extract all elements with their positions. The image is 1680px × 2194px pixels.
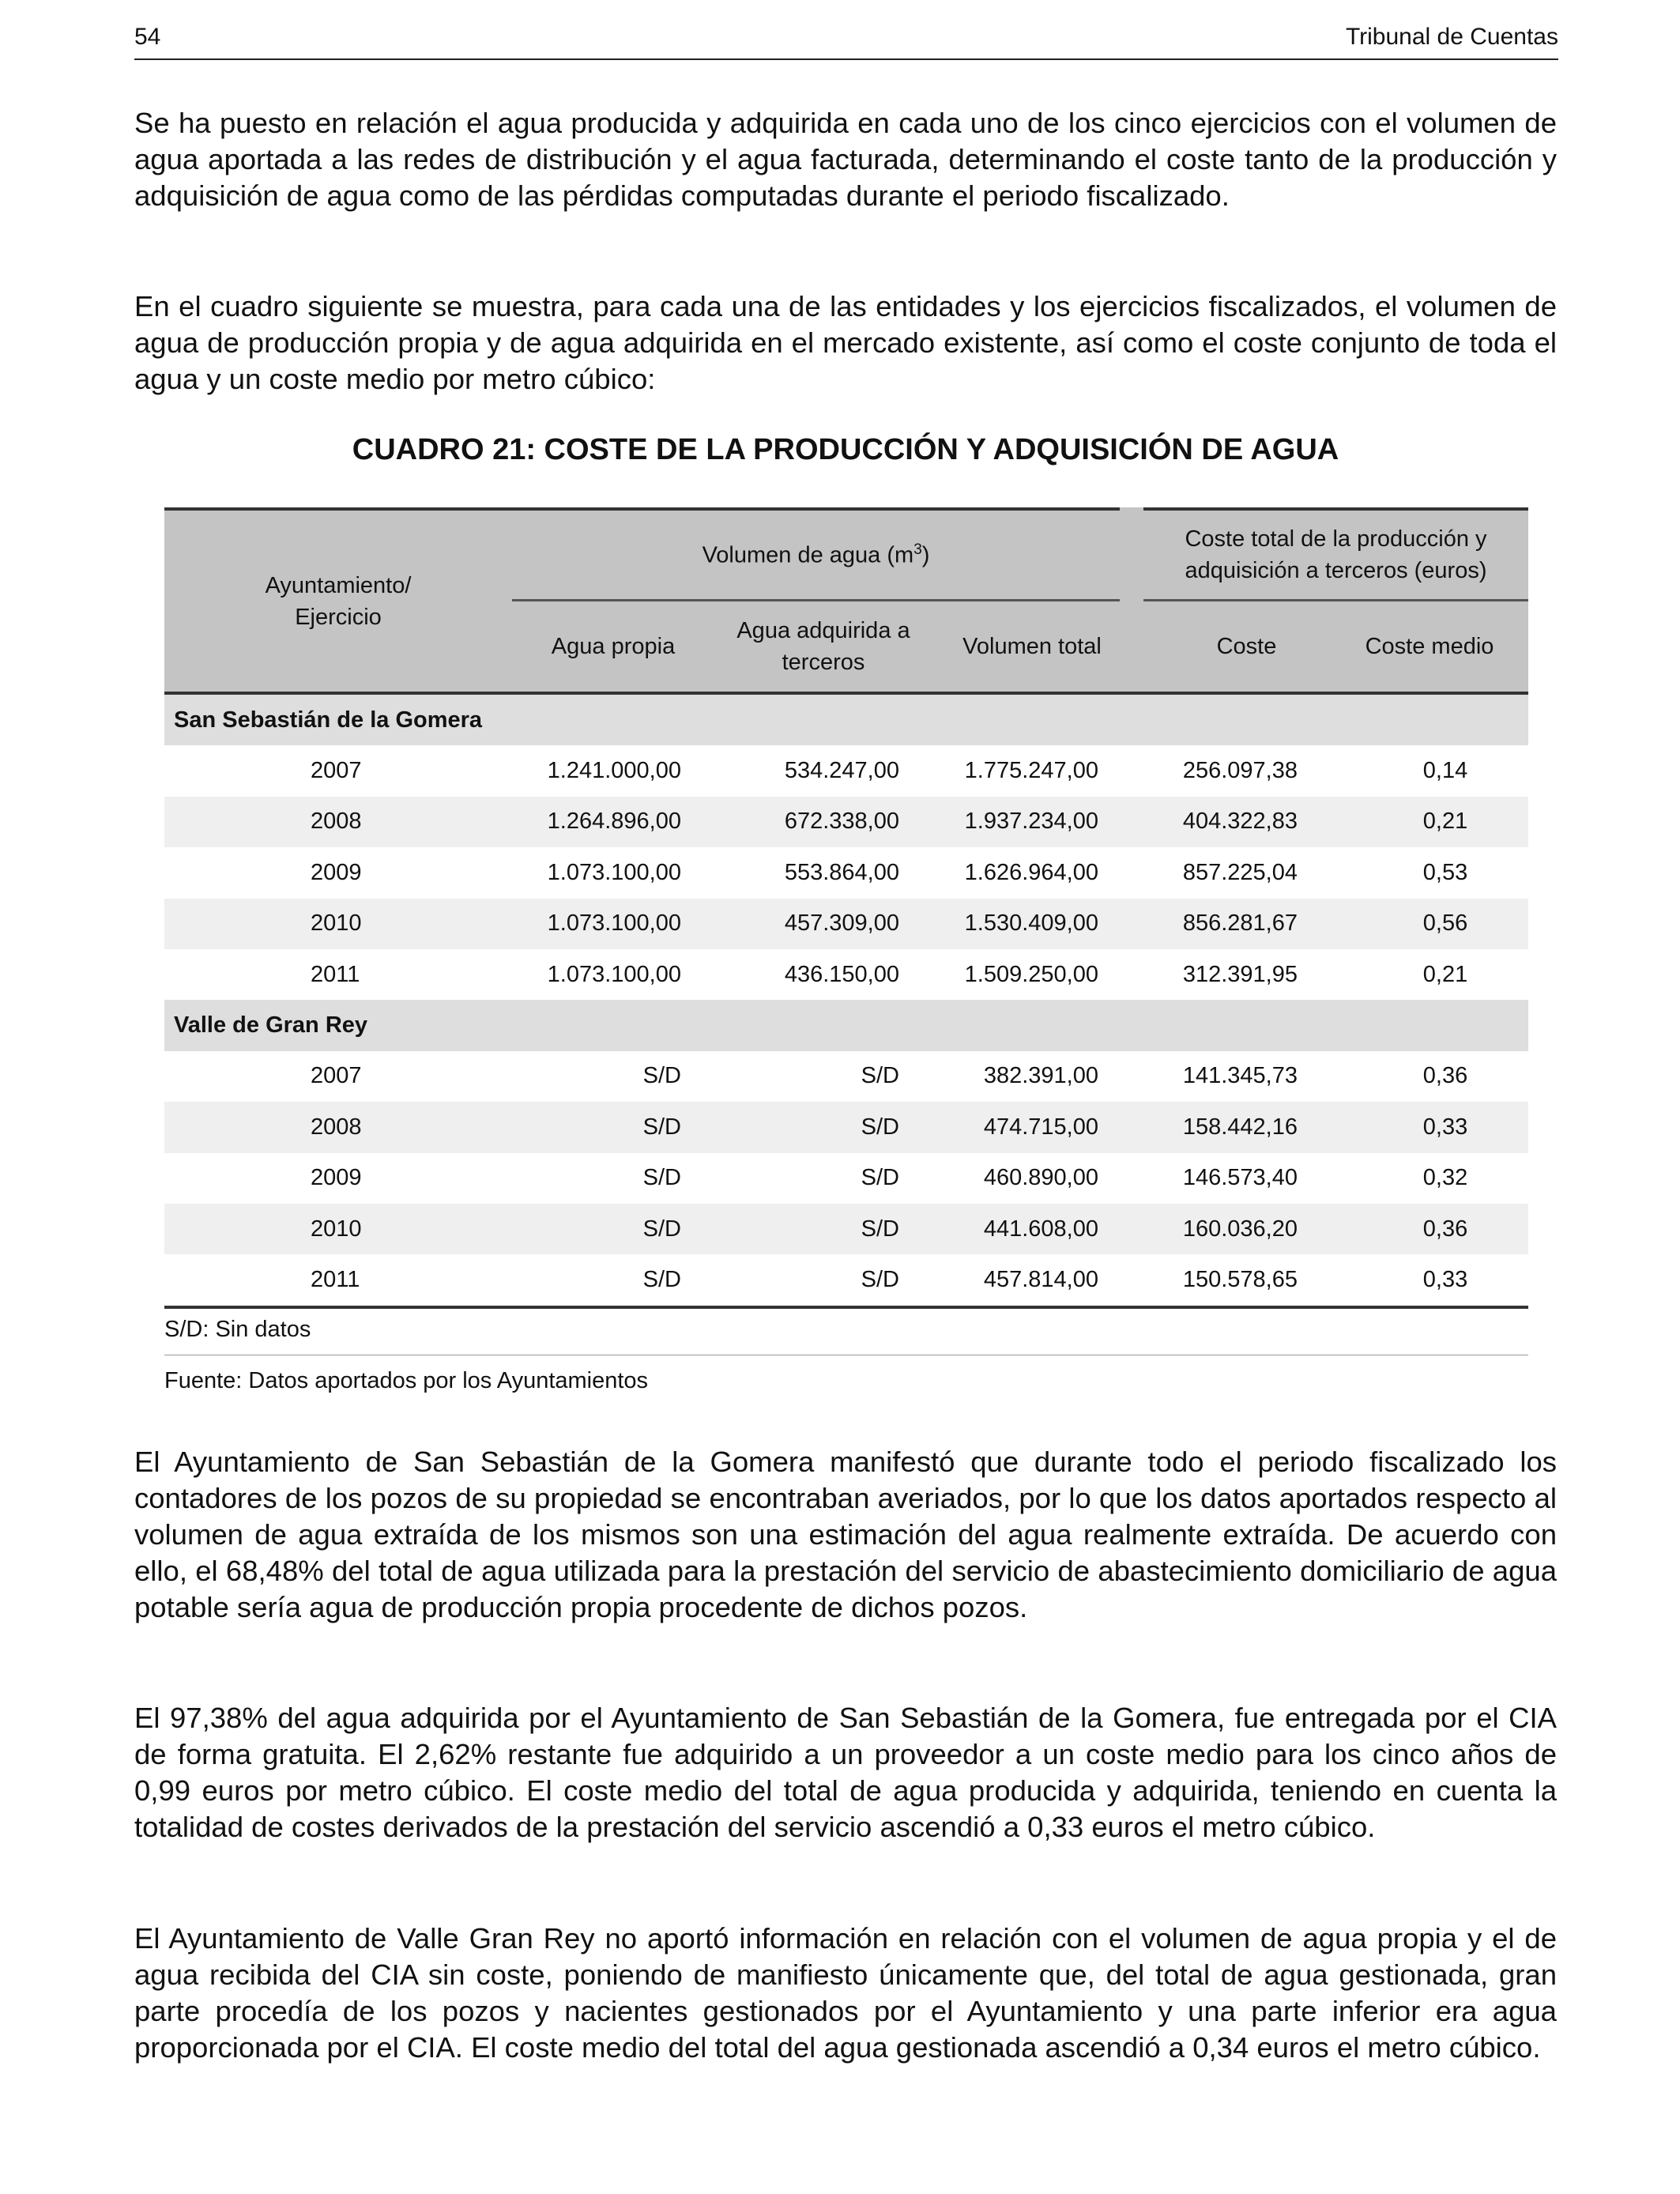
cell-agua-adquirida: S/D: [714, 1102, 932, 1152]
table-row: [164, 847, 1528, 898]
table-body: [164, 693, 1528, 1307]
cell-coste: 312.391,95: [1182, 961, 1298, 987]
cell-volumen-total: 474.715,00: [932, 1102, 1132, 1152]
header-agua-propia: Agua propia: [512, 601, 714, 694]
header-coste-medio: Coste medio: [1331, 601, 1528, 694]
paragraph-cia: El 97,38% del agua adquirida por el Ayuntamiento de San Sebastián de la Gomera, fue entregada por el CIA de forma gratuita. El 2,62% restante fue adquirido a un proveedor a un coste medio para los cinco años de 0,99 euros por metro cúbico. El coste medio del total de agua producida y adquirida, teniendo en cuenta la totalidad de costes derivados de la prestación del servicio ascendió a 0,33 euros el metro cúbico.: [134, 1702, 1557, 1843]
paragraph-valle-gran-rey: El Ayuntamiento de Valle Gran Rey no aportó información en relación con el volumen de agua propia y el de agua recibida del CIA sin coste, poniendo de manifiesto únicamente que, del total de agua gestionada, gran parte procedía de los pozos y nacientes gestionados por el Ayuntamiento y una parte inferior era agua proporcionada por el CIA. El coste medio del total del agua gestionada ascendió a 0,34 euros el metro cúbico.: [134, 1922, 1557, 2064]
header-agua-adquirida: Agua adquirida a terceros: [714, 601, 932, 694]
header-ayuntamiento: Ayuntamiento/ Ejercicio: [164, 509, 512, 693]
cell-agua-propia: S/D: [512, 1204, 714, 1254]
cell-year: 2010: [164, 899, 512, 949]
cell-coste: 856.281,67: [1132, 899, 1331, 949]
cell-volumen-total: 1.530.409,00: [932, 899, 1132, 949]
header-volumen-total: Volumen total: [932, 601, 1132, 694]
header-volumen: Volumen de agua $(m^3)$: [512, 509, 1132, 601]
cell-year: 2011: [164, 1254, 512, 1306]
cell-agua-adquirida: S/D: [714, 1204, 932, 1254]
cell-year: 2009: [311, 1165, 362, 1191]
table-title: CUADRO 21: COSTE DE LA PRODUCCIÓN Y ADQUISICIÓN DE AGUA: [352, 433, 1339, 466]
cell-agua-adquirida: 457.309,00: [714, 899, 932, 949]
cell-year: 2011: [311, 961, 360, 987]
cell-coste: 146.573,40: [1182, 1165, 1298, 1191]
paragraph-intro: Se ha puesto en relación el agua producida y adquirida en cada uno de los cinco ejercicios con el volumen de agua aportada a las redes de distribución y el agua facturada, determinando el coste tanto de la producción y adquisición de agua como de las pérdidas computadas durante el periodo fiscalizado.: [134, 107, 1557, 212]
cell-volumen-total: 441.608,00: [932, 1204, 1132, 1254]
cell-coste-medio: 0,33: [1331, 1254, 1528, 1306]
cell-agua-adquirida: S/D: [714, 1254, 932, 1306]
cell-coste-medio: 0,36: [1422, 1063, 1468, 1089]
table-row: [164, 1051, 1528, 1102]
cell-volumen-total: 1.509.250,00: [964, 961, 1098, 987]
group-name: Valle de Gran Rey: [164, 1000, 1528, 1050]
cell-agua-propia: 1.073.100,00: [547, 961, 681, 987]
cell-year: 2008: [164, 1102, 512, 1152]
cell-agua-propia: S/D: [512, 1102, 714, 1152]
cell-year: 2008: [164, 797, 512, 847]
cell-volumen-total: 1.775.247,00: [964, 758, 1098, 784]
cell-coste-medio: 0,21: [1331, 797, 1528, 847]
cell-coste: 150.578,65: [1132, 1254, 1331, 1306]
cell-volumen-total: 460.890,00: [983, 1165, 1098, 1191]
cell-agua-propia: S/D: [642, 1165, 681, 1191]
cell-coste-medio: 0,53: [1422, 859, 1468, 885]
cell-volumen-total: 457.814,00: [932, 1254, 1132, 1306]
cell-year: 2007: [311, 1063, 362, 1089]
paragraph-table-intro: En el cuadro siguiente se muestra, para cada una de las entidades y los ejercicios fiscalizados, el volumen de agua de producción propia y de agua adquirida en el mercado existente, así como el coste conjunto de toda el agua y un coste medio por metro cúbico:: [134, 290, 1557, 395]
table-row: [164, 1254, 1528, 1306]
cell-agua-adquirida: 436.150,00: [784, 961, 899, 987]
page-header: [134, 24, 1558, 60]
cell-coste: 141.345,73: [1182, 1063, 1298, 1089]
table-row: [164, 949, 1528, 1000]
table-row: [164, 899, 1528, 949]
group-row: [164, 693, 1528, 745]
group-row: [164, 1000, 1528, 1050]
cell-coste-medio: 0,36: [1331, 1204, 1528, 1254]
header-coste: Coste: [1132, 601, 1331, 694]
cell-volumen-total: 382.391,00: [983, 1063, 1098, 1089]
cost-table: [164, 507, 1528, 1309]
header-coste-total: Coste total de la producción y adquisición a terceros (euros): [1132, 509, 1528, 601]
cell-agua-propia: S/D: [642, 1063, 681, 1089]
cell-coste-medio: 0,56: [1331, 899, 1528, 949]
cell-agua-propia: 1.264.896,00: [512, 797, 714, 847]
table-row: [164, 1153, 1528, 1204]
cell-coste: 857.225,04: [1182, 859, 1298, 885]
cell-coste-medio: 0,33: [1331, 1102, 1528, 1152]
cell-coste: 158.442,16: [1132, 1102, 1331, 1152]
cell-agua-adquirida: S/D: [861, 1063, 899, 1089]
cell-coste-medio: 0,21: [1422, 961, 1468, 987]
table-row: [164, 797, 1528, 847]
cell-agua-adquirida: 672.338,00: [714, 797, 932, 847]
cell-agua-adquirida: 553.864,00: [784, 859, 899, 885]
table-row: [164, 745, 1528, 796]
cell-coste: 256.097,38: [1182, 758, 1298, 784]
cell-volumen-total: 1.937.234,00: [932, 797, 1132, 847]
group-name: San Sebastián de la Gomera: [164, 693, 1528, 745]
table-row: [164, 1102, 1528, 1152]
cell-coste: 160.036,20: [1132, 1204, 1331, 1254]
cell-coste: 404.322,83: [1132, 797, 1331, 847]
cell-agua-propia: 1.073.100,00: [512, 899, 714, 949]
running-title: Tribunal de Cuentas: [1345, 24, 1558, 50]
cell-year: 2007: [311, 758, 362, 784]
note-sin-datos: S/D: Sin datos: [164, 1317, 311, 1342]
cell-agua-propia: S/D: [512, 1254, 714, 1306]
page-number: 54: [134, 24, 161, 50]
cell-agua-adquirida: 534.247,00: [784, 758, 899, 784]
cell-agua-propia: 1.241.000,00: [547, 758, 681, 784]
cell-volumen-total: 1.626.964,00: [964, 859, 1098, 885]
note-fuente: Fuente: Datos aportados por los Ayuntamientos: [164, 1368, 649, 1393]
table-row: [164, 1204, 1528, 1254]
cell-year: 2009: [311, 859, 362, 885]
cell-coste-medio: 0,14: [1422, 758, 1468, 784]
cell-year: 2010: [164, 1204, 512, 1254]
cell-coste-medio: 0,32: [1422, 1165, 1468, 1191]
cell-agua-propia: 1.073.100,00: [547, 859, 681, 885]
cell-agua-adquirida: S/D: [861, 1165, 899, 1191]
paragraph-san-sebastian: El Ayuntamiento de San Sebastián de la Gomera manifestó que durante todo el periodo fiscalizado los contadores de los pozos de su propiedad se encontraban averiados, por lo que los datos aportados respecto al volumen de agua extraída de los mismos son una estimación del agua realmente extraída. De acuerdo con ello, el 68,48% del total de agua utilizada para la prestación del servicio de abastecimiento domiciliario de agua potable sería agua de producción propia procedente de dichos pozos.: [134, 1446, 1557, 1623]
